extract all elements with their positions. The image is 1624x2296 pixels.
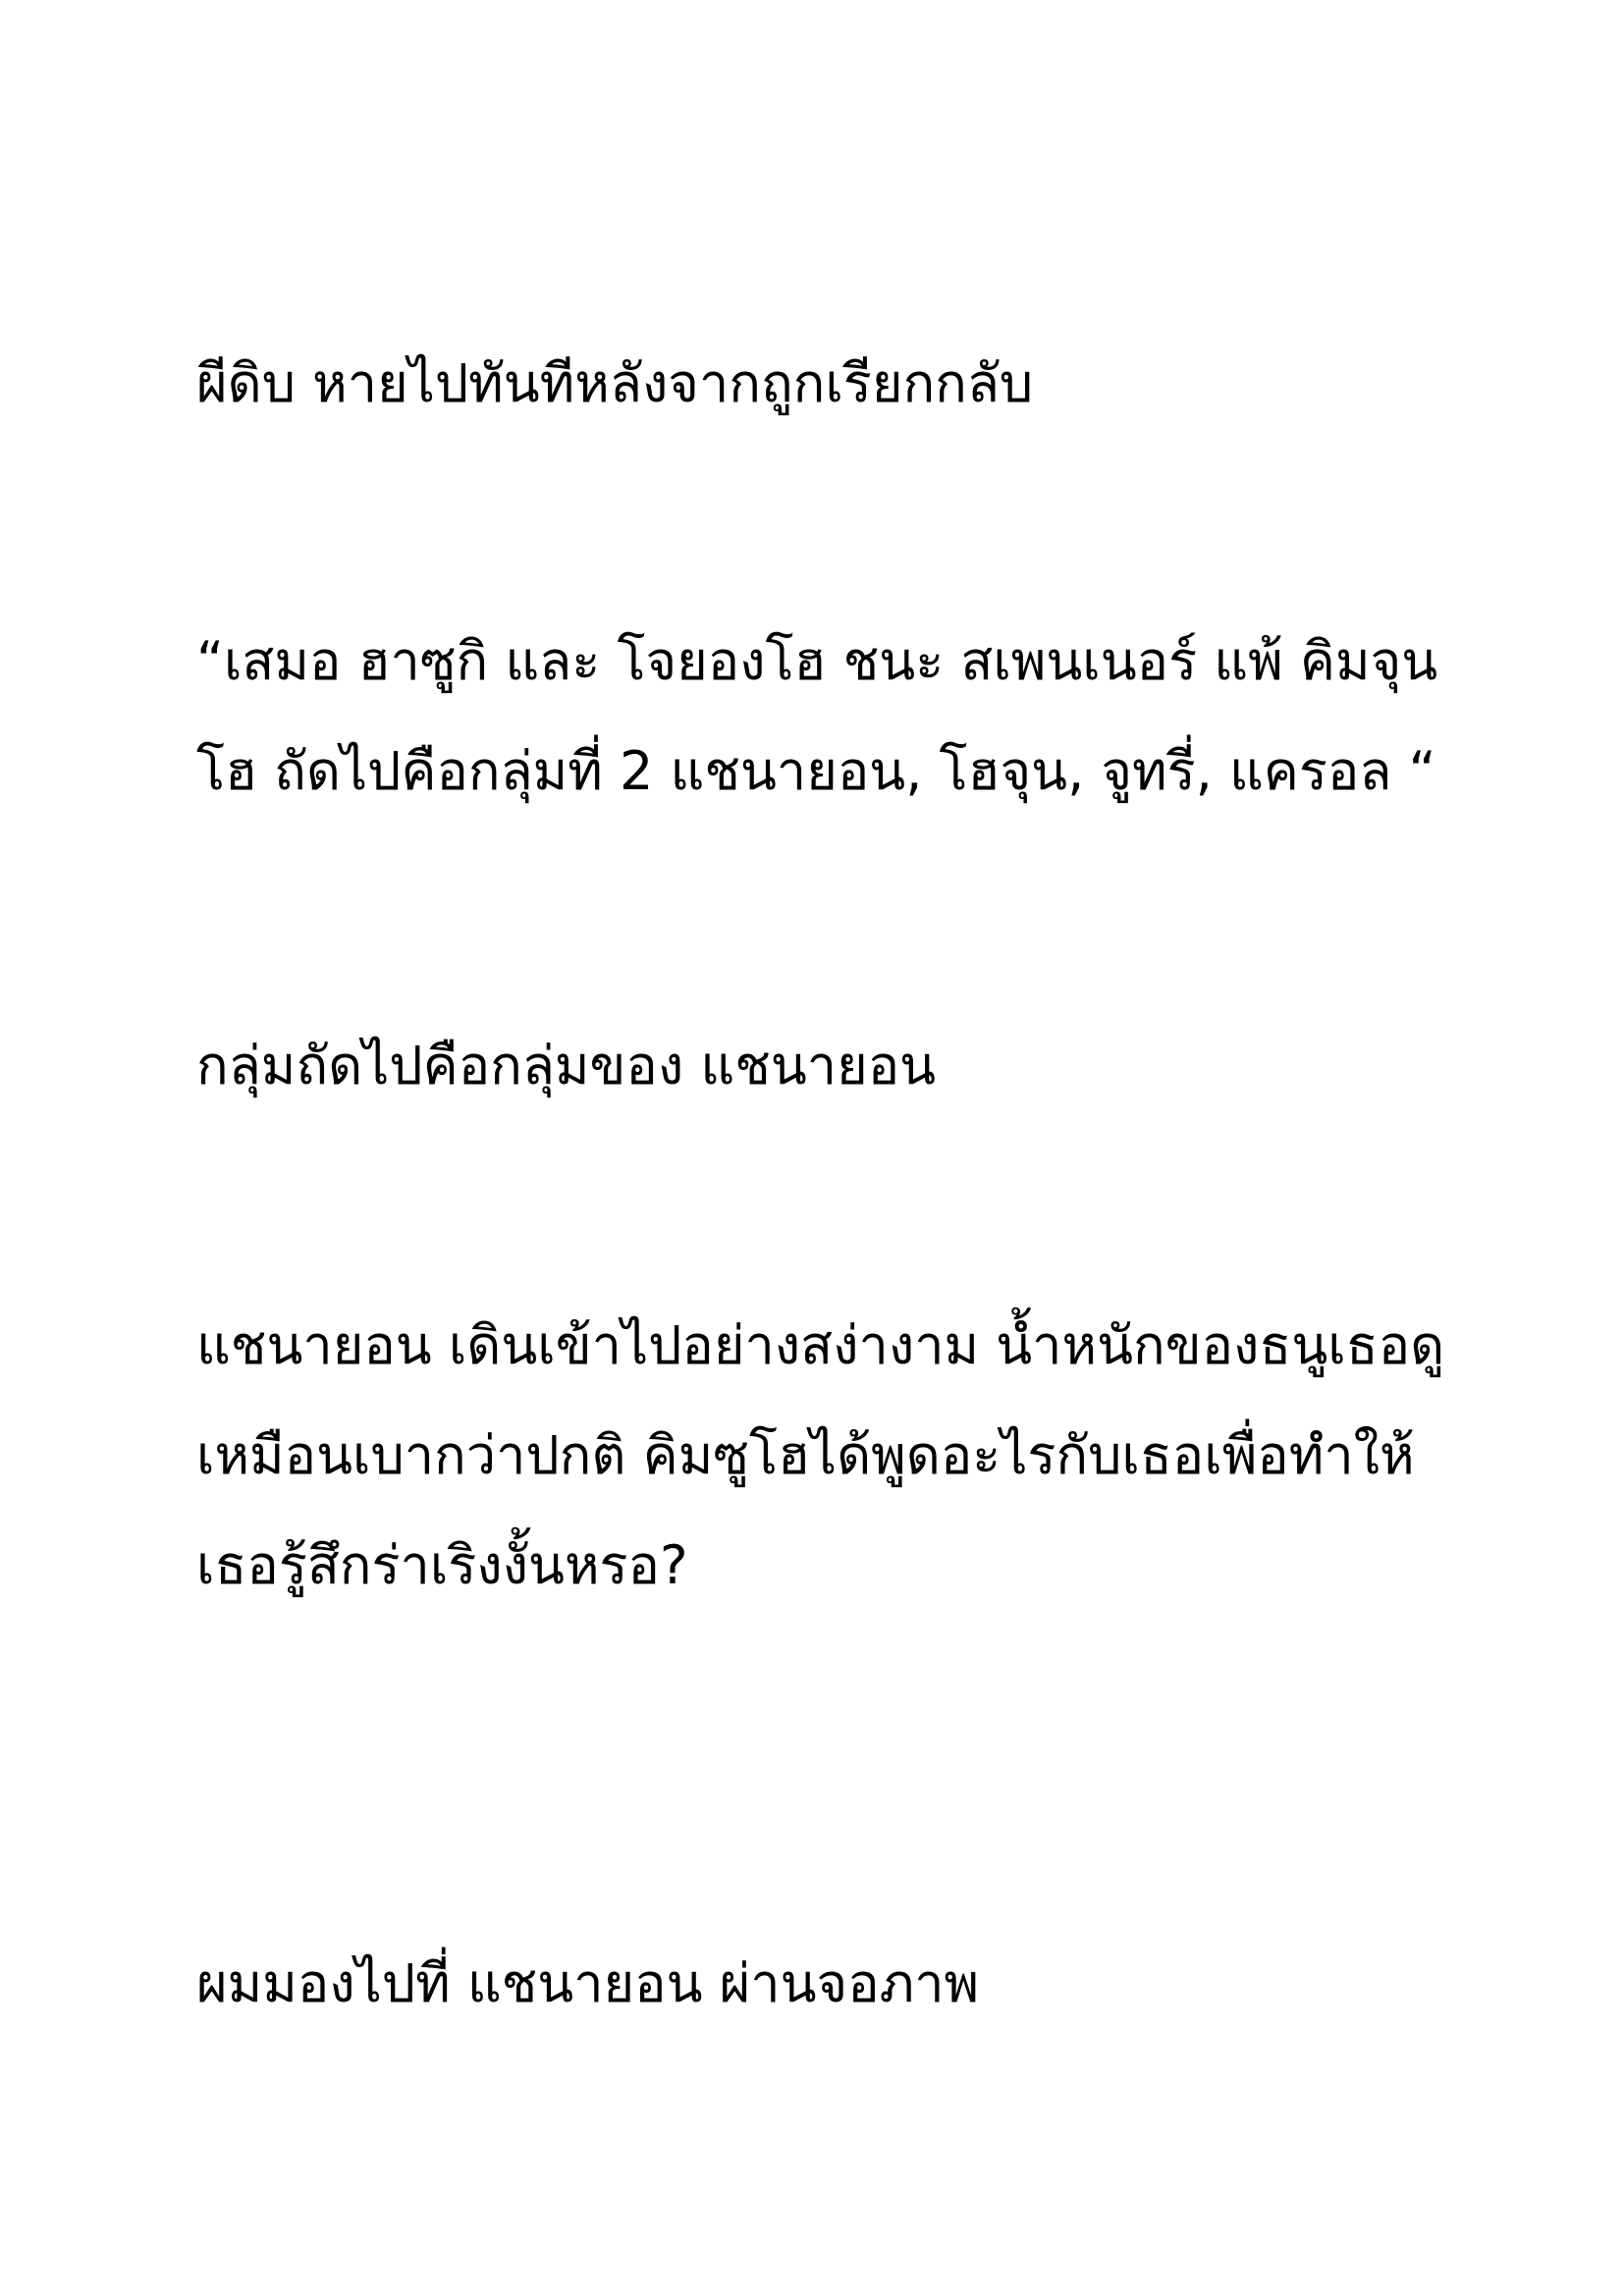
text-line: ผีดิบ หายไปทันทีหลังจากถูกเรียกกลับ xyxy=(196,352,1034,414)
text-line: ผมมองไปที่ แชนายอน ผ่านจอภาพ xyxy=(196,1952,980,2014)
text-line: เธอรู้สึกร่าเริงงั้นหรอ? xyxy=(196,1534,688,1596)
text-line: แชนายอน เดินเข้าไปอย่างสง่างาม น้ำหนักของธนูเธอดู xyxy=(196,1314,1445,1376)
text-line: โฮ ถัดไปคือกลุ่มที่ 2 แชนายอน, โฮจุน, จูทรี่, แครอล “ xyxy=(196,740,1436,802)
text-line: “เสมอ ฮาซูกิ และ โจยองโฮ ชนะ สเพนเนอร์ แพ้ คิมจุน xyxy=(196,630,1438,692)
text-line: กลุ่มถัดไปคือกลุ่มของ แชนายอน xyxy=(196,1035,937,1096)
paragraph xyxy=(196,1011,1434,1121)
text-line: เหมือนเบากว่าปกติ คิมซูโฮได้พูดอะไรกับเธอเพื่อทำให้ xyxy=(196,1424,1415,1486)
paragraph xyxy=(196,329,1434,439)
paragraph xyxy=(196,1929,1434,2039)
paragraph xyxy=(196,1291,1445,1621)
paragraph xyxy=(196,607,1438,827)
